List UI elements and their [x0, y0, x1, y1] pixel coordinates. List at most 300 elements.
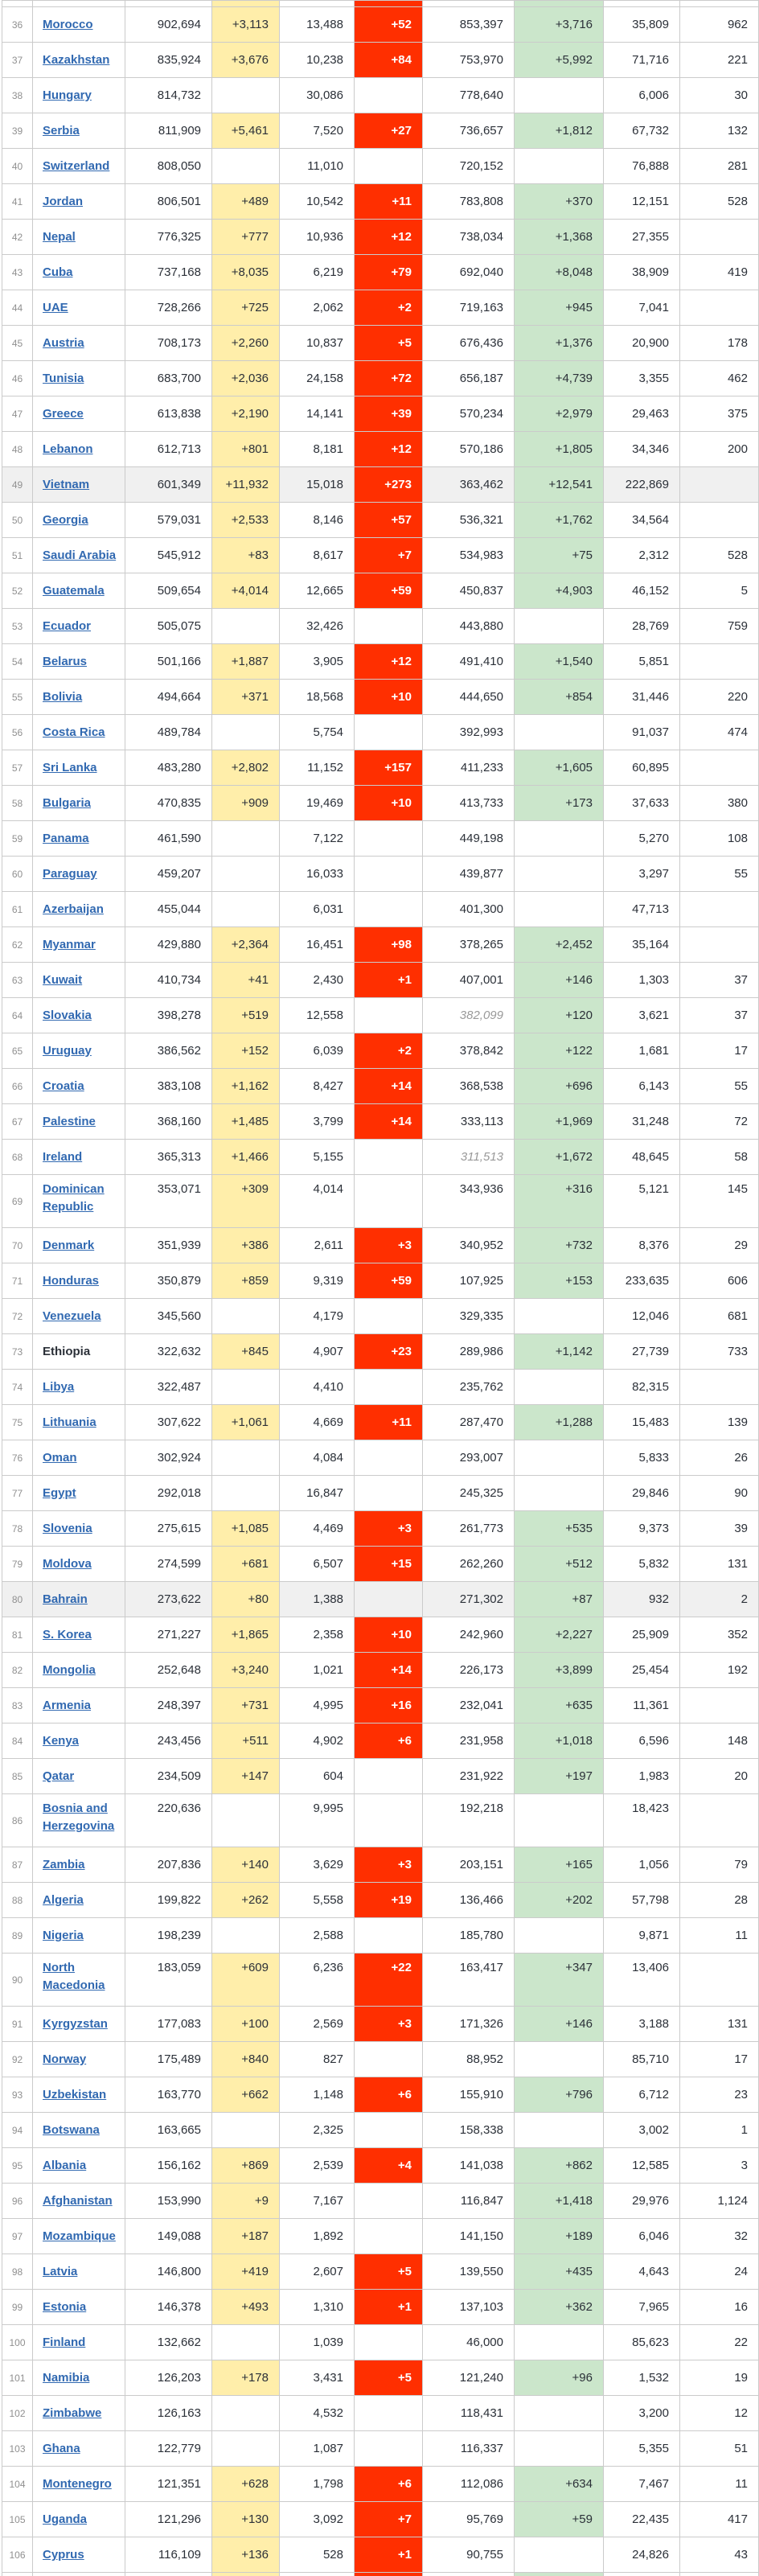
new-cases-cell: +100 — [212, 2007, 280, 2042]
rank-cell: 55 — [2, 680, 33, 715]
new-recovered-cell: +854 — [515, 680, 604, 715]
active-cases-cell: 27,739 — [604, 1334, 680, 1370]
total-cases-cell: 351,939 — [125, 1228, 212, 1263]
country-link[interactable]: Cuba — [43, 265, 73, 279]
total-cases-cell: 322,632 — [125, 1334, 212, 1370]
total-cases-cell: 132,662 — [125, 2325, 212, 2360]
table-row — [2, 1511, 759, 1547]
table-row — [2, 715, 759, 750]
country-link[interactable]: Hungary — [43, 88, 92, 102]
new-deaths-cell: +10 — [355, 786, 423, 821]
country-link[interactable]: Honduras — [43, 1274, 99, 1288]
total-deaths-cell: 4,410 — [280, 1370, 355, 1405]
serious-critical-cell: 606 — [680, 1263, 759, 1299]
total-deaths-cell: 19,469 — [280, 786, 355, 821]
rank-cell: 95 — [2, 2148, 33, 2184]
total-deaths-cell: 2,062 — [280, 290, 355, 326]
serious-critical-cell: 17 — [680, 2042, 759, 2077]
country-link[interactable]: Saudi Arabia — [43, 548, 116, 562]
new-deaths-cell: +11 — [355, 1405, 423, 1440]
new-cases-cell: +511 — [212, 1723, 280, 1759]
country-cell — [33, 2077, 125, 2113]
serious-critical-cell: 139 — [680, 1405, 759, 1440]
table-row — [2, 2325, 759, 2360]
rank-cell: 41 — [2, 184, 33, 220]
country-link[interactable]: Armenia — [43, 1699, 91, 1712]
country-cell — [33, 1723, 125, 1759]
serious-critical-cell — [680, 290, 759, 326]
total-recovered-cell: 413,733 — [423, 786, 515, 821]
country-link[interactable]: Lebanon — [43, 442, 93, 456]
country-link[interactable]: Kuwait — [43, 973, 82, 987]
country-link[interactable]: Belarus — [43, 655, 87, 668]
rank-cell: 91 — [2, 2007, 33, 2042]
country-cell — [33, 2219, 125, 2254]
total-deaths-cell: 10,542 — [280, 184, 355, 220]
new-recovered-cell: +2,452 — [515, 927, 604, 963]
new-cases-cell: +371 — [212, 680, 280, 715]
country-link[interactable]: Finland — [43, 2336, 85, 2349]
country-link[interactable]: Azerbaijan — [43, 902, 104, 916]
total-deaths-cell: 30,086 — [280, 78, 355, 113]
new-cases-cell: +1,085 — [212, 1511, 280, 1547]
rank-cell: 37 — [2, 43, 33, 78]
active-cases-cell: 1,056 — [604, 1847, 680, 1883]
table-row — [2, 2042, 759, 2077]
total-cases-cell: 398,278 — [125, 998, 212, 1033]
country-link[interactable]: Austria — [43, 336, 84, 350]
new-cases-cell — [212, 1794, 280, 1847]
country-link[interactable]: Zimbabwe — [43, 2406, 101, 2420]
active-cases-cell: 85,623 — [604, 2325, 680, 2360]
rank-cell: 63 — [2, 963, 33, 998]
serious-critical-cell: 417 — [680, 2502, 759, 2537]
active-cases-cell: 34,346 — [604, 432, 680, 467]
serious-critical-cell: 30 — [680, 78, 759, 113]
country-link[interactable]: Bahrain — [43, 1592, 88, 1606]
country-link[interactable]: Uganda — [43, 2512, 87, 2526]
new-recovered-cell: +1,368 — [515, 220, 604, 255]
rank-cell: 80 — [2, 1582, 33, 1617]
table-row — [2, 2290, 759, 2325]
serious-critical-cell: 108 — [680, 821, 759, 857]
country-link[interactable]: Albania — [43, 2159, 86, 2172]
country-link[interactable]: Uzbekistan — [43, 2088, 106, 2101]
new-deaths-cell — [355, 892, 423, 927]
country-link[interactable]: Lithuania — [43, 1415, 96, 1429]
serious-critical-cell: 221 — [680, 43, 759, 78]
total-recovered-cell: 262,260 — [423, 1547, 515, 1582]
table-row — [2, 2573, 759, 2576]
table-row — [2, 1723, 759, 1759]
active-cases-cell: 20,900 — [604, 326, 680, 361]
new-recovered-cell: +435 — [515, 2254, 604, 2290]
country-link[interactable]: Denmark — [43, 1239, 94, 1252]
new-recovered-cell: +635 — [515, 1688, 604, 1723]
rank-cell: 87 — [2, 1847, 33, 1883]
country-link[interactable]: Greece — [43, 407, 84, 421]
country-link[interactable]: Namibia — [43, 2371, 89, 2385]
serious-critical-cell — [680, 1688, 759, 1723]
new-cases-cell — [212, 1918, 280, 1954]
total-deaths-cell: 8,181 — [280, 432, 355, 467]
new-recovered-cell: +1,969 — [515, 1104, 604, 1140]
new-deaths-cell — [355, 1476, 423, 1511]
total-recovered-cell: 783,808 — [423, 184, 515, 220]
rank-cell — [2, 2573, 33, 2576]
country-cell — [33, 821, 125, 857]
total-cases-cell — [125, 2573, 212, 2576]
table-row — [2, 1104, 759, 1140]
country-link[interactable]: Zambia — [43, 1858, 85, 1871]
total-cases-cell: 234,509 — [125, 1759, 212, 1794]
serious-critical-cell: 55 — [680, 857, 759, 892]
country-link[interactable]: Norway — [43, 2052, 86, 2066]
country-cell — [33, 1511, 125, 1547]
new-recovered-cell: +173 — [515, 786, 604, 821]
country-link[interactable]: Vietnam — [43, 478, 89, 491]
new-deaths-cell — [355, 1175, 423, 1228]
country-link[interactable]: Morocco — [43, 18, 93, 31]
new-recovered-cell: +347 — [515, 1954, 604, 2007]
active-cases-cell: 60,895 — [604, 750, 680, 786]
country-link[interactable]: Ecuador — [43, 619, 91, 633]
country-link[interactable]: Dominican Republic — [43, 1182, 105, 1214]
new-recovered-cell: +316 — [515, 1175, 604, 1228]
new-deaths-cell: +5 — [355, 326, 423, 361]
rank-cell: 82 — [2, 1653, 33, 1688]
rank-cell: 96 — [2, 2184, 33, 2219]
total-deaths-cell: 2,358 — [280, 1617, 355, 1653]
table-row — [2, 1299, 759, 1334]
table-row — [2, 255, 759, 290]
table-row — [2, 1140, 759, 1175]
total-deaths-cell: 4,179 — [280, 1299, 355, 1334]
new-deaths-cell: +12 — [355, 432, 423, 467]
country-link[interactable]: Ireland — [43, 1150, 82, 1164]
new-recovered-cell — [515, 149, 604, 184]
new-deaths-cell: +12 — [355, 220, 423, 255]
active-cases-cell: 27,355 — [604, 220, 680, 255]
table-row — [2, 220, 759, 255]
serious-critical-cell: 681 — [680, 1299, 759, 1334]
active-cases-cell: 4,643 — [604, 2254, 680, 2290]
country-cell — [33, 467, 125, 503]
total-deaths-cell: 2,588 — [280, 1918, 355, 1954]
new-deaths-cell: +11 — [355, 184, 423, 220]
new-deaths-cell — [355, 1918, 423, 1954]
table-row — [2, 326, 759, 361]
country-link[interactable]: Kazakhstan — [43, 53, 109, 67]
country-link[interactable]: Mongolia — [43, 1663, 96, 1677]
total-cases-cell: 146,378 — [125, 2290, 212, 2325]
country-link[interactable]: Estonia — [43, 2300, 86, 2314]
country-link[interactable]: Croatia — [43, 1079, 84, 1093]
new-cases-cell: +1,485 — [212, 1104, 280, 1140]
new-recovered-cell: +2,979 — [515, 396, 604, 432]
country-link[interactable]: Kenya — [43, 1734, 79, 1748]
rank-cell: 59 — [2, 821, 33, 857]
country-link[interactable]: S. Korea — [43, 1628, 92, 1641]
new-deaths-cell: +1 — [355, 2537, 423, 2573]
country-link[interactable]: Paraguay — [43, 867, 97, 881]
total-cases-cell: 302,924 — [125, 1440, 212, 1476]
table-row — [2, 1069, 759, 1104]
active-cases-cell: 6,006 — [604, 78, 680, 113]
total-deaths-cell: 3,905 — [280, 644, 355, 680]
total-deaths-cell: 3,629 — [280, 1847, 355, 1883]
active-cases-cell: 85,710 — [604, 2042, 680, 2077]
new-recovered-cell: +1,812 — [515, 113, 604, 149]
country-link[interactable]: Switzerland — [43, 159, 109, 173]
table-row — [2, 1370, 759, 1405]
country-link[interactable]: Bolivia — [43, 690, 82, 704]
country-cell — [33, 1140, 125, 1175]
country-link[interactable]: Afghanistan — [43, 2194, 113, 2208]
serious-critical-cell: 132 — [680, 113, 759, 149]
rank-cell: 99 — [2, 2290, 33, 2325]
new-recovered-cell: +732 — [515, 1228, 604, 1263]
total-cases-cell: 368,160 — [125, 1104, 212, 1140]
country-link[interactable]: Montenegro — [43, 2477, 112, 2491]
new-recovered-cell: +696 — [515, 1069, 604, 1104]
total-cases-cell: 814,732 — [125, 78, 212, 113]
country-link[interactable]: Myanmar — [43, 938, 96, 951]
serious-critical-cell: 131 — [680, 1547, 759, 1582]
total-deaths-cell: 10,238 — [280, 43, 355, 78]
rank-cell: 42 — [2, 220, 33, 255]
new-deaths-cell: +59 — [355, 573, 423, 609]
country-link[interactable]: Moldova — [43, 1557, 92, 1571]
new-cases-cell: +628 — [212, 2467, 280, 2502]
country-link[interactable]: Bosnia and Herzegovina — [43, 1802, 114, 1833]
country-cell — [33, 1794, 125, 1847]
new-deaths-cell: +7 — [355, 2502, 423, 2537]
country-cell — [33, 1759, 125, 1794]
new-cases-cell — [212, 78, 280, 113]
total-deaths-cell: 4,084 — [280, 1440, 355, 1476]
new-cases-cell: +80 — [212, 1582, 280, 1617]
new-recovered-cell — [515, 821, 604, 857]
active-cases-cell: 48,645 — [604, 1140, 680, 1175]
total-deaths-cell: 2,607 — [280, 2254, 355, 2290]
country-link[interactable]: Sri Lanka — [43, 761, 97, 774]
table-row — [2, 396, 759, 432]
new-recovered-cell: +1,376 — [515, 326, 604, 361]
country-cell — [33, 573, 125, 609]
new-recovered-cell: +796 — [515, 2077, 604, 2113]
new-deaths-cell — [355, 2113, 423, 2148]
new-deaths-cell: +39 — [355, 396, 423, 432]
new-recovered-cell: +75 — [515, 538, 604, 573]
country-link[interactable]: Qatar — [43, 1769, 74, 1783]
table-row — [2, 2077, 759, 2113]
new-cases-cell: +2,190 — [212, 396, 280, 432]
total-deaths-cell: 1,021 — [280, 1653, 355, 1688]
table-row — [2, 2219, 759, 2254]
country-link[interactable]: Bulgaria — [43, 796, 91, 810]
total-recovered-cell: 720,152 — [423, 149, 515, 184]
total-recovered-cell: 192,218 — [423, 1794, 515, 1847]
country-link[interactable]: Slovenia — [43, 1522, 92, 1535]
total-deaths-cell: 1,148 — [280, 2077, 355, 2113]
new-recovered-cell — [515, 2431, 604, 2467]
new-deaths-cell: +5 — [355, 2254, 423, 2290]
rank-cell: 39 — [2, 113, 33, 149]
rank-cell: 88 — [2, 1883, 33, 1918]
new-deaths-cell: +14 — [355, 1069, 423, 1104]
serious-critical-cell — [680, 1, 759, 7]
new-recovered-cell: +370 — [515, 184, 604, 220]
country-link[interactable]: North Macedonia — [43, 1961, 105, 1992]
new-cases-cell: +262 — [212, 1883, 280, 1918]
total-deaths-cell — [280, 2573, 355, 2576]
active-cases-cell: 3,188 — [604, 2007, 680, 2042]
country-link[interactable]: Slovakia — [43, 1009, 92, 1022]
serious-critical-cell: 39 — [680, 1511, 759, 1547]
total-cases-cell: 728,266 — [125, 290, 212, 326]
total-recovered-cell: 340,952 — [423, 1228, 515, 1263]
total-recovered-cell: 401,300 — [423, 892, 515, 927]
total-cases-cell: 350,879 — [125, 1263, 212, 1299]
total-recovered-cell: 536,321 — [423, 503, 515, 538]
rank-cell: 103 — [2, 2431, 33, 2467]
country-link[interactable]: Georgia — [43, 513, 88, 527]
country-link[interactable]: Kyrgyzstan — [43, 2017, 108, 2031]
country-link[interactable]: Guatemala — [43, 584, 105, 598]
country-link[interactable]: Botswana — [43, 2123, 100, 2137]
active-cases-cell — [604, 2573, 680, 2576]
rank-cell: 101 — [2, 2360, 33, 2396]
country-link[interactable]: Algeria — [43, 1893, 84, 1907]
new-recovered-cell — [515, 2325, 604, 2360]
active-cases-cell: 9,871 — [604, 1918, 680, 1954]
country-cell — [33, 2502, 125, 2537]
country-link[interactable]: Egypt — [43, 1486, 76, 1500]
country-link[interactable]: Tunisia — [43, 372, 84, 385]
new-deaths-cell — [355, 2431, 423, 2467]
total-recovered-cell: 46,000 — [423, 2325, 515, 2360]
serious-critical-cell: 37 — [680, 963, 759, 998]
rank-cell: 84 — [2, 1723, 33, 1759]
new-recovered-cell: +120 — [515, 998, 604, 1033]
total-recovered-cell: 656,187 — [423, 361, 515, 396]
new-recovered-cell: +2,227 — [515, 1617, 604, 1653]
total-recovered-cell: 136,466 — [423, 1883, 515, 1918]
serious-critical-cell — [680, 892, 759, 927]
country-link[interactable]: Cyprus — [43, 2548, 84, 2562]
country-link[interactable]: Palestine — [43, 1115, 96, 1128]
country-link[interactable]: Oman — [43, 1451, 77, 1465]
total-recovered-cell: 853,397 — [423, 7, 515, 43]
serious-critical-cell: 352 — [680, 1617, 759, 1653]
country-cell — [33, 927, 125, 963]
total-cases-cell: 410,734 — [125, 963, 212, 998]
serious-critical-cell — [680, 644, 759, 680]
total-deaths-cell: 2,325 — [280, 2113, 355, 2148]
country-link[interactable]: UAE — [43, 301, 68, 314]
country-link[interactable]: Mozambique — [43, 2229, 116, 2243]
new-recovered-cell: +96 — [515, 2360, 604, 2396]
new-cases-cell: +2,036 — [212, 361, 280, 396]
total-recovered-cell: 439,877 — [423, 857, 515, 892]
table-row — [2, 7, 759, 43]
new-cases-cell: +681 — [212, 1547, 280, 1582]
country-link[interactable]: Nepal — [43, 230, 76, 244]
serious-critical-cell: 22 — [680, 2325, 759, 2360]
total-deaths-cell: 528 — [280, 2537, 355, 2573]
new-deaths-cell: +84 — [355, 43, 423, 78]
new-recovered-cell — [515, 1918, 604, 1954]
country-cell — [33, 2113, 125, 2148]
new-recovered-cell — [515, 2042, 604, 2077]
active-cases-cell: 11,361 — [604, 1688, 680, 1723]
country-link[interactable]: Nigeria — [43, 1929, 84, 1942]
country-link[interactable]: Costa Rica — [43, 725, 105, 739]
total-cases-cell: 470,835 — [125, 786, 212, 821]
country-link[interactable]: Ghana — [43, 2442, 80, 2455]
country-link[interactable]: Jordan — [43, 195, 83, 208]
new-deaths-cell: +6 — [355, 2077, 423, 2113]
total-cases-cell: 455,044 — [125, 892, 212, 927]
new-cases-cell: +147 — [212, 1759, 280, 1794]
active-cases-cell: 5,270 — [604, 821, 680, 857]
total-deaths-cell: 11,010 — [280, 149, 355, 184]
total-recovered-cell: 95,769 — [423, 2502, 515, 2537]
table-row — [2, 1334, 759, 1370]
new-deaths-cell: +10 — [355, 680, 423, 715]
new-recovered-cell: +1,288 — [515, 1405, 604, 1440]
country-cell — [33, 1476, 125, 1511]
country-link[interactable]: Venezuela — [43, 1309, 101, 1323]
active-cases-cell: 18,423 — [604, 1794, 680, 1847]
serious-critical-cell — [680, 750, 759, 786]
total-deaths-cell: 604 — [280, 1759, 355, 1794]
country-link[interactable]: Panama — [43, 832, 89, 845]
country-cell — [33, 220, 125, 255]
total-cases-cell: 353,071 — [125, 1175, 212, 1228]
new-deaths-cell: +10 — [355, 1617, 423, 1653]
active-cases-cell: 1,681 — [604, 1033, 680, 1069]
active-cases-cell: 28,769 — [604, 609, 680, 644]
table-row — [2, 2537, 759, 2573]
total-cases-cell: 509,654 — [125, 573, 212, 609]
total-cases-cell: 459,207 — [125, 857, 212, 892]
country-link[interactable]: Serbia — [43, 124, 80, 138]
new-recovered-cell: +362 — [515, 2290, 604, 2325]
new-cases-cell: +493 — [212, 2290, 280, 2325]
country-link[interactable]: Libya — [43, 1380, 74, 1394]
total-deaths-cell: 1,892 — [280, 2219, 355, 2254]
new-deaths-cell: +6 — [355, 2467, 423, 2502]
table-row — [2, 538, 759, 573]
active-cases-cell: 6,712 — [604, 2077, 680, 2113]
active-cases-cell — [604, 1, 680, 7]
total-deaths-cell: 16,847 — [280, 1476, 355, 1511]
total-cases-cell: 461,590 — [125, 821, 212, 857]
new-cases-cell: +136 — [212, 2537, 280, 2573]
new-recovered-cell: +202 — [515, 1883, 604, 1918]
country-link[interactable]: Latvia — [43, 2265, 77, 2278]
total-deaths-cell: 4,902 — [280, 1723, 355, 1759]
new-cases-cell: +9 — [212, 2184, 280, 2219]
total-recovered-cell: 137,103 — [423, 2290, 515, 2325]
total-recovered-cell: 329,335 — [423, 1299, 515, 1334]
country-link[interactable]: Uruguay — [43, 1044, 92, 1058]
total-recovered-cell: 363,462 — [423, 467, 515, 503]
new-cases-cell — [212, 1, 280, 7]
country-cell — [33, 7, 125, 43]
